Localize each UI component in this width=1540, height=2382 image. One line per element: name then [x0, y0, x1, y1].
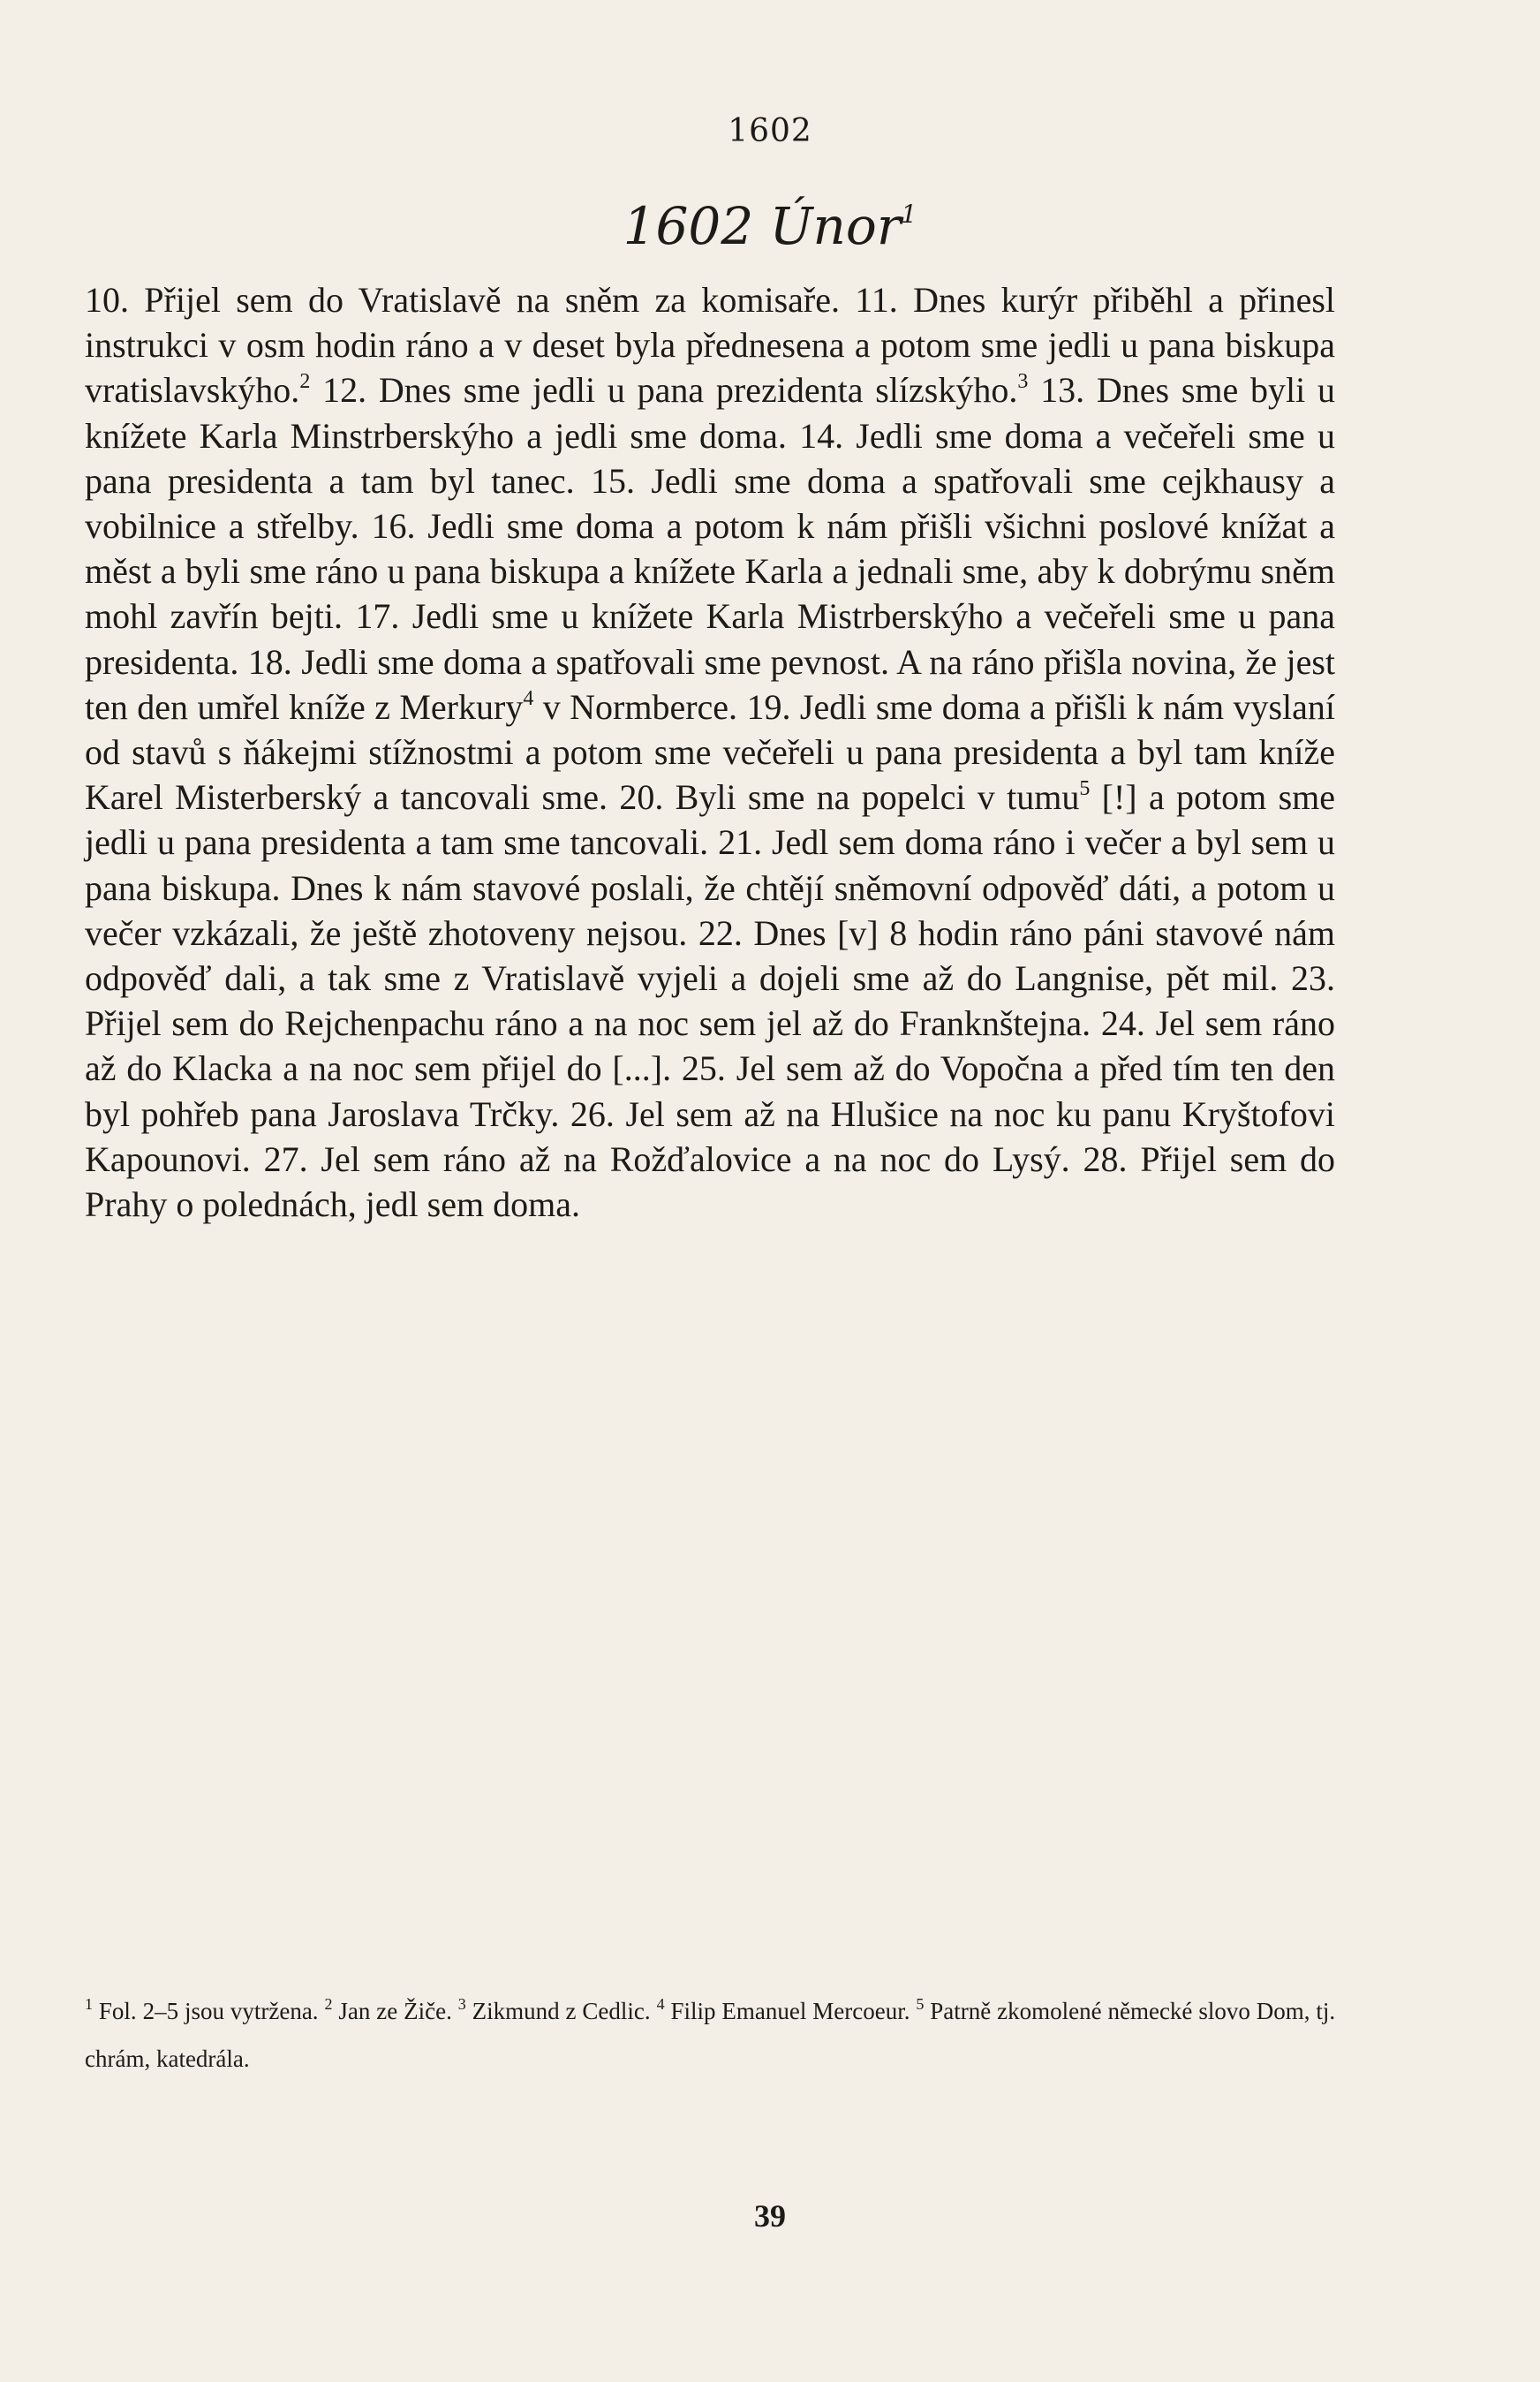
entry-text: Byli sme na popelci v tumu [675, 777, 1080, 818]
footnote-number: 3 [457, 1995, 466, 2013]
entry-text: Přijel sem do Rejchenpachu ráno a na noc sem jel až do Franknštejna. [85, 1003, 1091, 1044]
entry-day: 14. [799, 415, 844, 456]
entry-text: Přijel sem do Vratislavě na sněm za komisaře. [144, 280, 840, 320]
entry-text: Dnes sme jedli u pana prezidenta slízskýho. [378, 370, 1018, 411]
entry-text: Jedli sme doma a spatřovali sme pevnost. A na ráno přišla novina, že jest ten den umřel kníže z Merkury [85, 641, 1335, 727]
footnote-number: 5 [916, 1995, 925, 2013]
entry-text: Dnes kurýr přiběhl a přinesl instrukci v osm hodin ráno a v deset byla přednesena a potom sme jedli u pana biskupa vratislavskýho. [85, 280, 1336, 411]
diary-entry [264, 1139, 1070, 1179]
entry-text: Jel sem ráno až na Rožďalovice a na noc do Lysý. [321, 1138, 1070, 1179]
diary-entry [85, 280, 840, 320]
entry-text: Jel sem až na Hlušice na noc ku panu Kryštofovi Kapounovi. [85, 1093, 1336, 1179]
entry-day: 13. [1040, 370, 1085, 411]
entry-text: [!] a potom sme jedli u pana presidenta a tam sme tancovali. [85, 777, 1336, 863]
entry-text: Jedli sme doma a přišli k nám vyslaní od stavů s ňákejmi stížnostmi a potom sme večeřeli u pana presidenta a byl tam kníže Karel Misterberský a tancovali sme. [85, 686, 1336, 818]
entry-day: 19. [746, 686, 791, 727]
diary-text [85, 277, 1335, 1227]
entry-day: 16. [371, 506, 416, 547]
entry-text: Jel sem ráno až do Klacka a na noc sem přijel do [...]. [85, 1003, 1335, 1089]
footnote-ref: 3 [1017, 370, 1029, 394]
entry-text: Jedli sme doma a večeřeli sme u pana presidenta a tam byl tanec. [85, 415, 1335, 501]
footnote [656, 1995, 910, 2024]
entry-day: 18. [247, 641, 292, 682]
footnote-text: Jan ze Žiče. [338, 1998, 452, 2024]
diary-entry [322, 370, 1028, 410]
entry-day: 20. [619, 777, 664, 818]
section-title-text: 1602 Únor [623, 196, 902, 256]
entry-day: 25. [681, 1048, 726, 1089]
entry-day: 23. [1291, 958, 1335, 999]
entry-day: 22. [698, 912, 743, 953]
footnote-text: Filip Emanuel Mercoeur. [670, 1998, 910, 2024]
footnote-text: Zikmund z Cedlic. [472, 1998, 651, 2024]
entry-day: 21. [718, 822, 763, 863]
footnote-number: 2 [324, 1995, 333, 2013]
footnote-text: Fol. 2–5 jsou vytržena. [98, 1998, 319, 2024]
entry-day: 11. [855, 280, 898, 320]
entry-text: Jedli sme u knížete Karla Mistrberskýho a večeřeli sme u pana presidenta. [85, 596, 1336, 682]
section-title [0, 196, 1540, 256]
entry-day: 15. [591, 460, 636, 501]
entry-text: Dnes sme byli u knížete Karla Minstrberskýho a jedli sme doma. [85, 370, 1336, 456]
entry-text: Jel sem až do Vopočna a před tím ten den byl pohřeb pana Jaroslava Trčky. [85, 1048, 1335, 1134]
section-title-note-ref: 1 [901, 200, 917, 229]
entry-text: Přijel sem do Prahy o polednách, jedl sem doma. [85, 1138, 1336, 1225]
entry-day: 27. [263, 1138, 308, 1179]
footnotes [85, 1987, 1335, 2083]
entry-day: 26. [570, 1093, 615, 1134]
footnote [457, 1995, 651, 2024]
entry-day: 17. [355, 596, 400, 637]
entry-text: v Normberce. [533, 686, 738, 727]
footnote [85, 1995, 319, 2024]
footnote-text: Patrně zkomolené německé slovo Dom, tj. chrám, katedrála. [85, 1998, 1336, 2072]
footnote-number: 4 [656, 1995, 665, 2013]
entry-day: 28. [1083, 1138, 1128, 1179]
footnote-number: 1 [85, 1995, 93, 2013]
entry-text: Jedl sem doma ráno i večer a byl sem u pana biskupa. Dnes k nám stavové poslali, že chtějí sněmovní odpověď dáti, a potom u večer vzkázali, že ještě zhotoveny nejsou. [85, 822, 1336, 953]
footnote-ref: 4 [523, 686, 534, 710]
entry-day: 24. [1100, 1003, 1145, 1044]
entry-day: 10. [85, 280, 129, 320]
entry-day: 12. [322, 370, 367, 411]
entry-text: Dnes [v] 8 hodin ráno páni stavové nám odpověď dali, a tak sme z Vratislavě vyjeli a dojeli sme až do Langnise, pět mil. [85, 912, 1336, 999]
footnote-ref: 2 [299, 370, 311, 394]
entry-text: Jedli sme doma a spatřovali sme cejkhausy a vobilnice a střelby. [85, 460, 1336, 547]
page-number: 39 [754, 2198, 786, 2234]
footnote [324, 1995, 452, 2024]
running-head: 1602 [728, 113, 812, 149]
entry-text: Jedli sme doma a potom k nám přišli všichni poslové knížat a měst a byli sme ráno u pana biskupa a knížete Karla a jednali sme, aby k dobrýmu sněm mohl zavřín bejti. [85, 506, 1336, 637]
footnote-ref: 5 [1079, 777, 1091, 801]
